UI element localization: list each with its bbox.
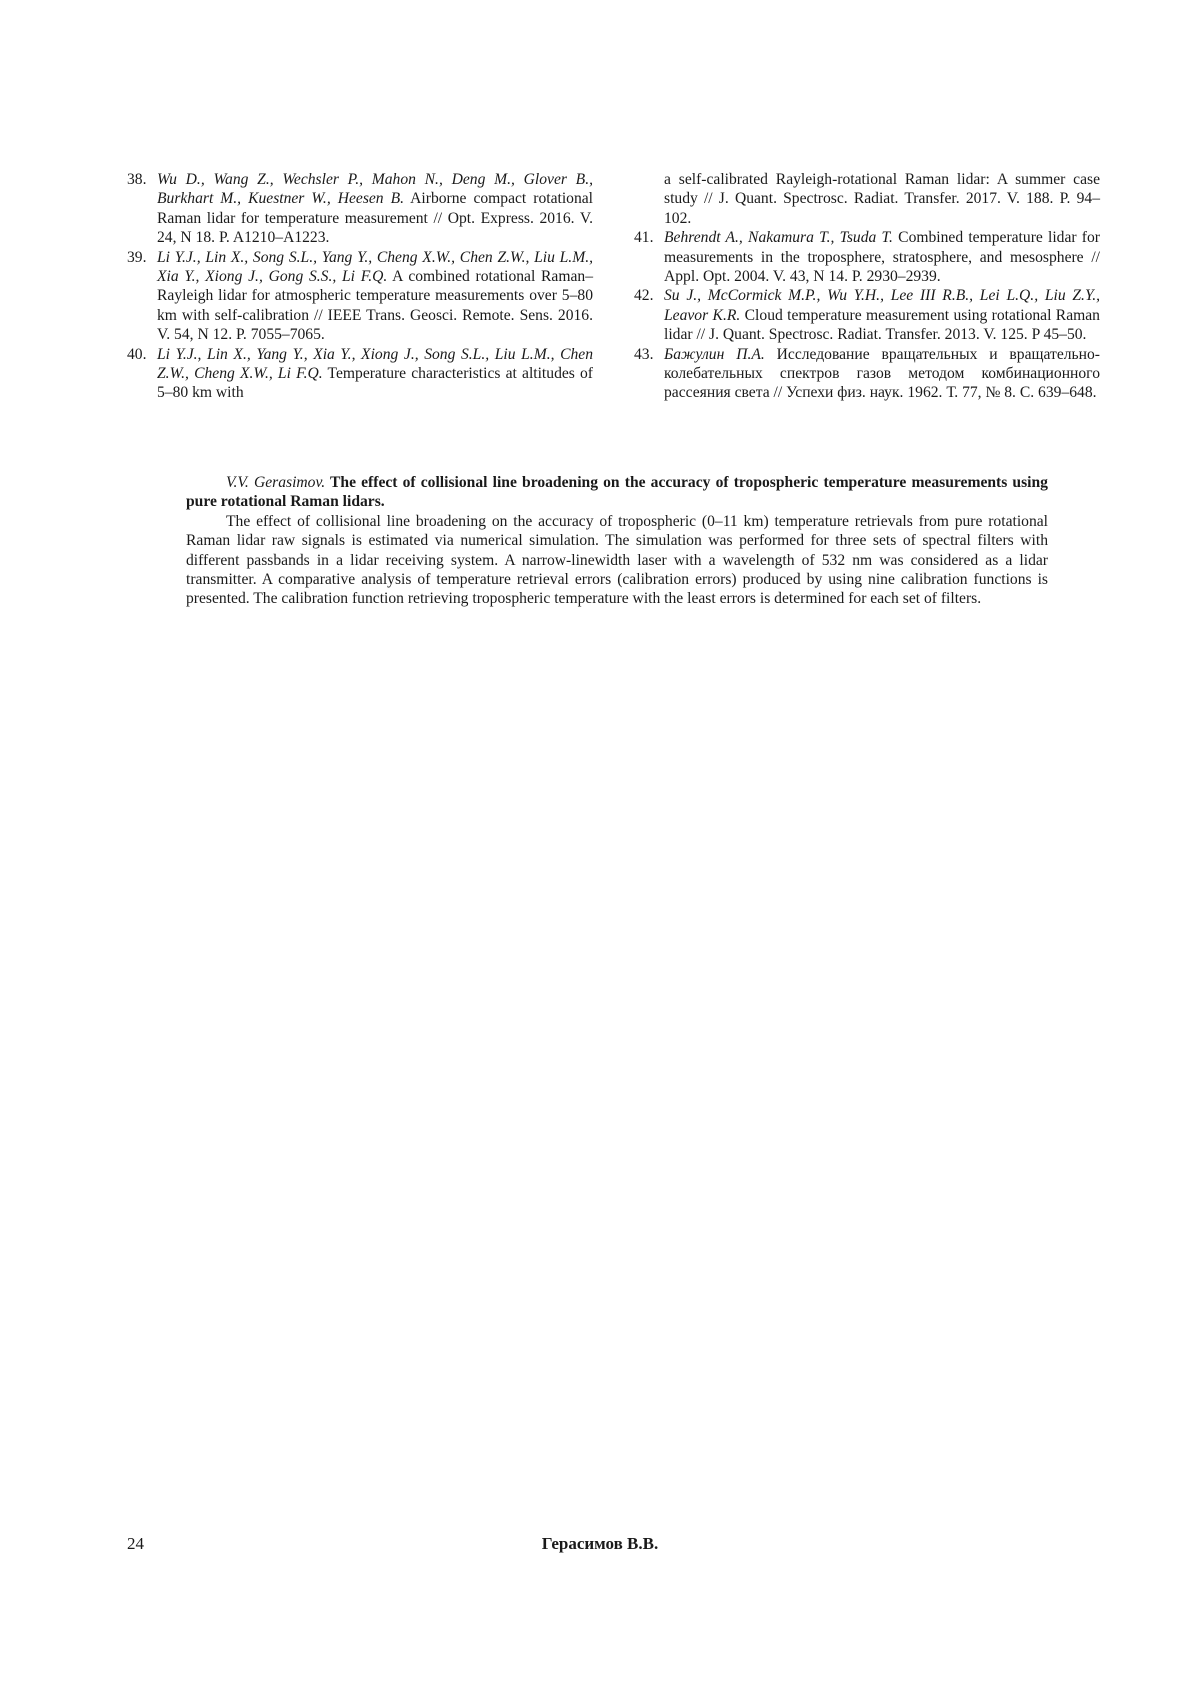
reference-text: Cloud temperature measurement using rotational Raman lidar // J. Quant. Spectrosc. Radiat. Transfer. 2013. V. 125. P 45–50. (664, 306, 1100, 344)
reference-number: 43. (634, 345, 654, 363)
reference-number: 40. (127, 345, 147, 363)
reference-item (634, 286, 1100, 344)
reference-number: 42. (634, 287, 654, 305)
reference-text: a self-calibrated Rayleigh-rotational Raman lidar: A summer case study // J. Quant. Spectrosc. Radiat. Transfer. 2017. V. 188. P. 94–102. (664, 171, 1100, 227)
reference-authors: Li Y.J., Lin X., Song S.L., Yang Y., Cheng X.W., Chen Z.W., Liu L.M., Xia Y., Xiong J., Gong S.S., Li F.Q. (157, 248, 593, 286)
abstract-author: V.V. Gerasimov. (226, 474, 326, 491)
page-number: 24 (127, 1534, 144, 1553)
reference-item (127, 345, 593, 403)
reference-item (127, 170, 593, 248)
reference-text: Temperature characteristics at altitudes of 5–80 km with (157, 365, 594, 402)
reference-text: Airborne compact rotational Raman lidar for temperature measurement // Opt. Express. 2016. V. 24, N 18. P. A1210–A1223. (157, 190, 594, 247)
reference-column-right (634, 170, 1100, 403)
reference-number: 38. (127, 171, 147, 188)
abstract-heading (186, 473, 1048, 512)
reference-text: Исследование вращательных и вращательно-колебательных спектров газов методом комбинационного рассеяния света // Успехи физ. наук. 1962. Т. 77, № 8. С. 639–648. (664, 345, 1100, 402)
reference-authors: Бажулин П.А. (664, 345, 765, 363)
reference-column-left (127, 170, 593, 403)
reference-number: 41. (634, 229, 654, 247)
reference-authors: Behrendt A., Nakamura T., Tsuda T. (664, 229, 893, 247)
reference-item (127, 248, 593, 345)
abstract-title: The effect of collisional line broadening on the accuracy of tropospheric temperature measurements using pure rotational Raman lidars. (186, 474, 1048, 511)
reference-text: A combined rotational Raman–Rayleigh lidar for atmospheric temperature measurements over 5–80 km with self-calibration // IEEE Trans. Geosci. Remote. Sens. 2016. V. 54, N 12. P. 7055–7065. (157, 268, 593, 344)
reference-item (634, 228, 1100, 286)
reference-number: 39. (127, 248, 147, 266)
reference-authors: Su J., McCormick M.P., Wu Y.H., Lee III R.B., Lei L.Q., Liu Z.Y., Leavor K.R. (664, 287, 1100, 324)
abstract-body: The effect of collisional line broadening on the accuracy of tropospheric (0–11 km) temperature retrievals from pure rotational Raman lidar raw signals is estimated via numerical simulation. The simulation was performed for three sets of spectral filters with different passbands in a lidar receiving system. A narrow-linewidth laser with a wavelength of 532 nm was considered as a lidar transmitter. A comparative analysis of temperature retrieval errors (calibration errors) produced by using nine calibration functions is presented. The calibration function retrieving tropospheric temperature with the least errors is determined for each set of filters. (186, 512, 1048, 608)
running-author: Герасимов В.В. (541, 1534, 659, 1553)
reference-authors: Wu D., Wang Z., Wechsler P., Mahon N., Deng M., Glover B., Burkhart M., Kuestner W., Heesen B. (157, 171, 593, 208)
reference-authors: Li Y.J., Lin X., Yang Y., Xia Y., Xiong J., Song S.L., Liu L.M., Chen Z.W., Cheng X.W., Li F.Q. (157, 345, 593, 383)
reference-text: Combined temperature lidar for measurements in the troposphere, stratosphere, and mesosphere // Appl. Opt. 2004. V. 43, N 14. P. 2930–2939. (664, 229, 1100, 286)
reference-list (127, 170, 1100, 403)
reference-item (634, 345, 1100, 403)
reference-item-continued (634, 170, 1100, 228)
english-abstract (186, 473, 1048, 609)
